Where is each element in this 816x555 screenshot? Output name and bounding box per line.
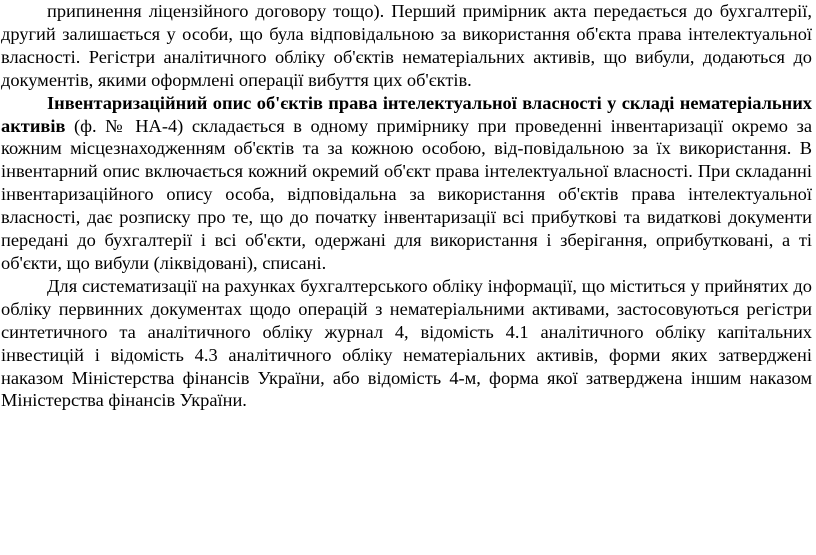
paragraph-systematization <box>1 275 812 412</box>
paragraph-continuation <box>1 0 812 92</box>
paragraph-inventory-description <box>1 92 812 275</box>
paragraph-1-text: припинення ліцензійного договору тощо). Перший примірник акта передається до бухгалтерії, другий залишається у особи, що була відповідальною за використання об'єкта права інтелектуальної власності. Регістри аналітичного обліку об'єктів нематеріальних активів, що вибули, додаються до документів, якими оформлені операції вибуття цих об'єктів. <box>1 1 812 90</box>
paragraph-2-text: (ф. № НА-4) складається в одному примірнику при проведенні інвентаризації окремо за кожним місцезнаходженням об'єктів та за кожною особою, від-повідальною за їх використання. В інвентарний опис включається кожний окремий об'єкт права інтелектуальної власності. При складанні інвентаризаційного опису особа, відповідальна за використання об'єктів права інтелектуальної власності, дає розписку про те, що до початку інвентаризації всі прибуткові та видаткові документи передані до бухгалтерії і всі об'єкти, одержані для використання і зберігання, оприбутковані, а ті об'єкти, що вибули (ліквідовані), списані. <box>1 115 812 273</box>
paragraph-2-bold-lead: Інвентаризаційний опис об'єктів права інтелектуальної власності у складі нематеріальних активів <box>1 92 812 136</box>
paragraph-3-text: Для систематизації на рахунках бухгалтерського обліку інформації, що міститься у прийнятих до обліку первинних документах щодо операцій з нематеріальними активами, застосовуються регістри синтетичного та аналітичного обліку журнал 4, відомість 4.1 аналітичного обліку капітальних інвестицій і відомість 4.3 аналітичного обліку нематеріальних активів, форми яких затверджені наказом Міністерства фінансів України, або відомість 4-м, форма якої затверджена іншим наказом Міністерства фінансів України. <box>1 275 812 411</box>
